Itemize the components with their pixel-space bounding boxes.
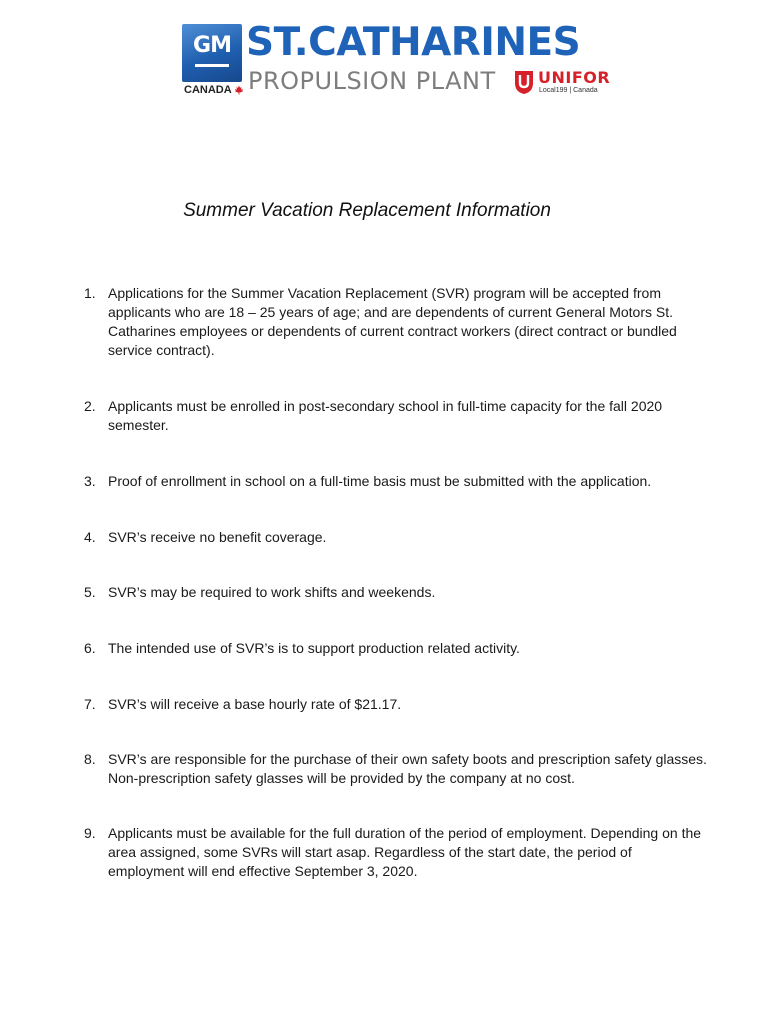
list-item-number: 6. <box>84 640 96 656</box>
list-item-text: SVR’s may be required to work shifts and weekends. <box>108 584 436 600</box>
list-item-text: The intended use of SVR’s is to support production related activity. <box>108 640 520 656</box>
list-item <box>84 284 709 360</box>
list-item-text: SVR’s receive no benefit coverage. <box>108 529 327 545</box>
list-item <box>84 528 709 547</box>
list-item <box>84 583 709 602</box>
list-item-text: Proof of enrollment in school on a full-time basis must be submitted with the application. <box>108 473 652 489</box>
list-item-number: 5. <box>84 584 96 600</box>
list-item <box>84 824 709 881</box>
list-item-number: 8. <box>84 751 96 767</box>
document-title: Summer Vacation Replacement Information <box>183 200 551 221</box>
list-item-number: 7. <box>84 696 96 712</box>
unifor-logo-icon <box>513 69 535 95</box>
list-item-text: Applicants must be available for the full duration of the period of employment. Depending on the area assigned, some SVRs will start asap. Regardless of the start date, the period of employment will end effective September 3, 2020. <box>108 825 702 879</box>
list-item-text: Applicants must be enrolled in post-secondary school in full-time capacity for the fall 2020 semester. <box>108 398 663 433</box>
list-item-number: 2. <box>84 398 96 414</box>
union-local: Local199 | Canada <box>539 87 598 94</box>
union-name: UNIFOR <box>538 68 611 87</box>
gm-logo-text: GM <box>193 33 231 58</box>
header-logo-banner <box>182 20 611 102</box>
list-item <box>84 472 709 491</box>
list-item <box>84 639 709 658</box>
gm-logo <box>182 24 242 82</box>
requirements-list <box>84 284 709 881</box>
list-item <box>84 397 709 435</box>
list-item-number: 3. <box>84 473 96 489</box>
list-item-number: 1. <box>84 285 96 301</box>
list-item-text: SVR’s will receive a base hourly rate of $21.17. <box>108 696 402 712</box>
list-item <box>84 750 709 788</box>
plant-name: ST.CATHARINES <box>246 20 581 65</box>
gm-country-label: CANADA <box>184 84 232 96</box>
list-item-number: 9. <box>84 825 96 841</box>
list-item <box>84 695 709 714</box>
list-item-text: SVR’s are responsible for the purchase of their own safety boots and prescription safety glasses. Non-prescription safety glasses will be provided by the company at no cost. <box>108 751 707 786</box>
list-item-text: Applications for the Summer Vacation Replacement (SVR) program will be accepted from applicants who are 18 – 25 years of age; and are dependents of current General Motors St. Catharines employees or dependents of current contract workers (direct contract or bundled service contract). <box>108 285 677 358</box>
plant-subtitle: PROPULSION PLANT <box>248 67 496 95</box>
gm-logo-underline <box>195 64 229 67</box>
maple-leaf-icon <box>234 85 244 95</box>
list-item-number: 4. <box>84 529 96 545</box>
